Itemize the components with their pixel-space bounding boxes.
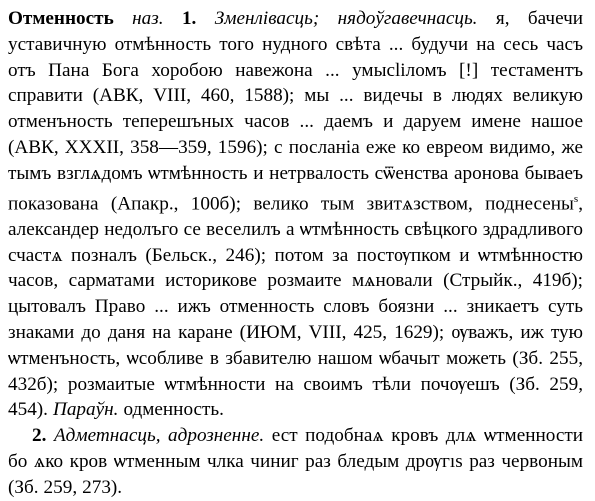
superscript-note: s [573, 192, 579, 205]
cross-reference-word: одменность. [118, 399, 224, 421]
sense-1-paragraph [8, 6, 583, 423]
citation-text-continued: , александер недолъго се веселилъ а ѡтмѣнность свѣцкого здрадливого счастѧ позналъ (Бельск., 246); потом за постѹпком и ѡтмѣнностю часов, сарматами историкове розмаите мѧновали (Стрыйк., 419б); цытовалъ Право ... ижъ отменность словъ боязни ... зникаетъ суть знаками до даня на каране (ИЮМ, VIII, 425, 1629); ѹважъ, иж тую ѡтменъность, ѡсобливе в збавителю нашом ѡбачыт можеть (Зб. 255, 432б); розмаитые ѡтмѣнности на своимъ тѣли почѹешъ (Зб. 259, 454). [8, 192, 583, 421]
sense-gloss-2: Адметнасць, адрозненне. [53, 425, 265, 447]
citation-text: я, бачечи уставичную отмѣнность того нудного свѣта ... будучи на сесь часъ отъ Пана Бога хоробою навежона ... умысliломъ [!] тестаментъ справити (АВК, VIII, 460, 1588); мы ... видечы в людях великую отменъность теперешъных часов ... даемъ и даруем имене нашое (АВК, XXXII, 358—359, 1596); с посланіа еже ко евреом видимо, же тымъ взглѧдомъ ѡтмѣнность и нетрвалость сѿенства аронова бываеъ показована (Апакр., 100б); велико тым звитѧзством, поднесены [8, 8, 584, 214]
headword: Отменность [8, 8, 114, 29]
sense-2-paragraph [8, 423, 583, 500]
citation-text-2: ест подобнаѧ кровъ длѧ ѡтменности бо ѧко кров ѡтменным члка чиниг раз бледым дрѹгıs раз червоным (Зб. 259, 273). [8, 425, 583, 498]
cross-reference-label: Параўн. [52, 399, 119, 421]
sense-number-2: 2. [32, 425, 47, 447]
dictionary-entry [8, 6, 583, 501]
sense-number: 1. [181, 8, 197, 29]
grammar-label: наз. [132, 8, 164, 29]
sense-gloss: Зменлівасць; нядоўгавечнасць. [214, 8, 478, 29]
